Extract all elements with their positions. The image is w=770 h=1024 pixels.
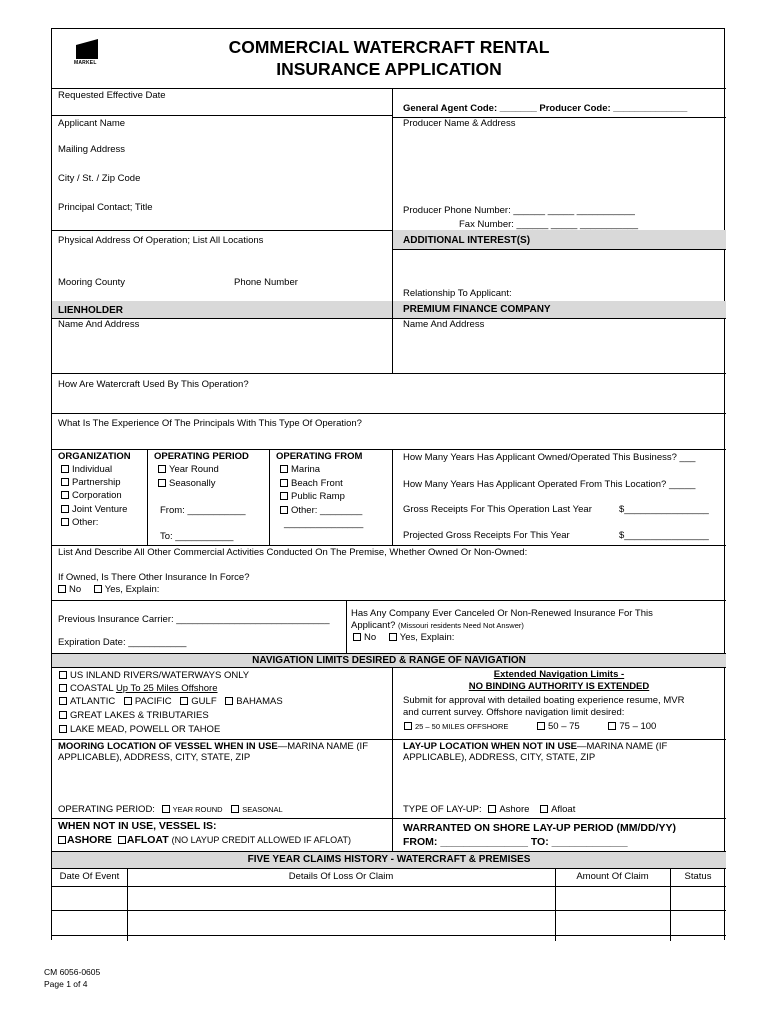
period-year-round-checkbox[interactable] — [158, 465, 166, 473]
nav-lake-mead-option[interactable]: LAKE MEAD, POWELL OR TAHOE — [59, 725, 220, 736]
nav-great-lakes-option[interactable]: GREAT LAKES & TRIBUTARIES — [59, 711, 209, 722]
relationship-label: Relationship To Applicant: — [403, 288, 512, 299]
offshore-50-75-checkbox[interactable] — [537, 722, 545, 730]
nav-oceans-options[interactable]: ATLANTIC PACIFIC GULF BAHAMAS — [59, 697, 283, 708]
period-from-field[interactable]: From: ___________ — [160, 505, 246, 516]
mooring-seasonal-checkbox[interactable] — [231, 805, 239, 813]
nav-inland-option[interactable]: US INLAND RIVERS/WATERWAYS ONLY — [59, 671, 249, 682]
from-public-ramp-checkbox[interactable] — [280, 492, 288, 500]
principal-contact-label: Principal Contact; Title — [58, 202, 153, 213]
nav-lake-mead-checkbox[interactable] — [59, 725, 67, 733]
period-seasonally-checkbox[interactable] — [158, 479, 166, 487]
warranted-layup-dates[interactable]: FROM: _______________ TO: _____________ — [403, 836, 628, 848]
mooring-location-heading: MOORING LOCATION OF VESSEL WHEN IN USE—MARINA NAME (IF APPLICABLE), ADDRESS, CITY, STATE, ZIP — [58, 741, 369, 763]
mooring-county-label: Mooring County — [58, 277, 126, 288]
years-owned-question: How Many Years Has Applicant Owned/Operated This Business? ___ — [403, 452, 696, 463]
additional-interest-heading: ADDITIONAL INTEREST(S) — [403, 235, 531, 246]
operating-from-heading: OPERATING FROM — [276, 451, 363, 462]
period-option-year-round[interactable]: Year Round — [158, 465, 219, 476]
coastal-limit-text: Up To 25 Miles Offshore — [115, 683, 218, 694]
org-partnership-checkbox[interactable] — [61, 478, 69, 486]
form-number: CM 6056-0605 — [44, 967, 101, 977]
watercraft-use-question: How Are Watercraft Used By This Operation? — [58, 379, 249, 390]
period-option-seasonally[interactable]: Seasonally — [158, 479, 215, 490]
from-option-beach-front[interactable]: Beach Front — [280, 479, 343, 490]
page-number: Page 1 of 4 — [44, 979, 88, 989]
canceled-question-line-1: Has Any Company Ever Canceled Or Non-Renewed Insurance For This — [351, 608, 653, 619]
offshore-25-50-checkbox[interactable] — [404, 722, 412, 730]
from-option-public-ramp[interactable]: Public Ramp — [280, 492, 345, 503]
expiration-date-field[interactable]: Expiration Date: ___________ — [58, 637, 187, 648]
effective-date-label: Requested Effective Date — [58, 90, 166, 101]
org-option-individual[interactable]: Individual — [61, 465, 112, 476]
org-other-checkbox[interactable] — [61, 518, 69, 526]
offshore-limit-options[interactable]: 25 – 50 MILES OFFSHORE 50 – 75 75 – 100 — [404, 722, 656, 733]
extended-limits-line-1: Extended Navigation Limits - — [493, 669, 625, 680]
not-in-use-afloat-checkbox[interactable] — [118, 836, 126, 844]
canceled-yes-checkbox[interactable] — [389, 633, 397, 641]
missouri-note: (Missouri residents Need Not Answer) — [398, 621, 524, 630]
layup-type[interactable]: TYPE OF LAY-UP: Ashore Afloat — [403, 804, 576, 815]
claims-col-amount: Amount Of Claim — [576, 871, 649, 882]
nav-coastal-option[interactable]: COASTAL Up To 25 Miles Offshore — [59, 684, 218, 695]
not-in-use-ashore-checkbox[interactable] — [58, 836, 66, 844]
org-individual-checkbox[interactable] — [61, 465, 69, 473]
layup-ashore-checkbox[interactable] — [488, 805, 496, 813]
application-form — [51, 28, 725, 940]
other-insurance-question: If Owned, Is There Other Insurance In Force? — [58, 572, 250, 583]
premium-finance-name-address-label: Name And Address — [403, 319, 485, 330]
previous-carrier-field[interactable]: Previous Insurance Carrier: _____________________________ — [58, 614, 330, 625]
fax-number-label: Fax Number: ______ _____ ___________ — [459, 219, 639, 230]
gross-projected-field[interactable]: $________________ — [619, 530, 709, 541]
form-title — [52, 37, 726, 81]
nav-coastal-checkbox[interactable] — [59, 684, 67, 692]
other-insurance-options[interactable]: No Yes, Explain: — [58, 585, 159, 596]
other-insurance-no-checkbox[interactable] — [58, 585, 66, 593]
claims-col-date: Date Of Event — [59, 871, 120, 882]
title-line-2: INSURANCE APPLICATION — [276, 58, 502, 79]
applicant-name-label: Applicant Name — [58, 118, 126, 129]
organization-heading: ORGANIZATION — [58, 451, 131, 462]
warranted-layup-heading: WARRANTED ON SHORE LAY-UP PERIOD (MM/DD/YY) — [403, 822, 677, 834]
nav-inland-checkbox[interactable] — [59, 671, 67, 679]
nav-atlantic-checkbox[interactable] — [59, 697, 67, 705]
gross-last-year-label: Gross Receipts For This Operation Last Year — [403, 504, 592, 515]
premium-finance-heading: PREMIUM FINANCE COMPANY — [403, 304, 551, 315]
nav-pacific-checkbox[interactable] — [124, 697, 132, 705]
org-joint-venture-checkbox[interactable] — [61, 505, 69, 513]
extended-limits-line-2: NO BINDING AUTHORITY IS EXTENDED — [468, 681, 650, 692]
gross-projected-label: Projected Gross Receipts For This Year — [403, 530, 570, 541]
layup-location-heading: LAY-UP LOCATION WHEN NOT IN USE—MARINA NAME (IF APPLICABLE), ADDRESS, CITY, STATE, ZIP — [403, 741, 668, 763]
other-insurance-yes-checkbox[interactable] — [94, 585, 102, 593]
title-line-1: COMMERCIAL WATERCRAFT RENTAL — [228, 37, 550, 57]
layup-afloat-checkbox[interactable] — [540, 805, 548, 813]
producer-phone-label: Producer Phone Number: ______ _____ ___________ — [403, 205, 635, 216]
org-option-partnership[interactable]: Partnership — [61, 478, 121, 489]
physical-address-label: Physical Address Of Operation; List All Locations — [58, 235, 264, 246]
claims-heading: FIVE YEAR CLAIMS HISTORY - WATERCRAFT & PREMISES — [247, 854, 531, 865]
not-in-use-options[interactable]: ASHORE AFLOAT (NO LAYUP CREDIT ALLOWED IF AFLOAT) — [58, 834, 351, 846]
navigation-heading: NAVIGATION LIMITS DESIRED & RANGE OF NAVIGATION — [252, 655, 526, 666]
from-other-line[interactable]: _______________ — [284, 518, 364, 529]
org-corporation-checkbox[interactable] — [61, 491, 69, 499]
org-option-joint-venture[interactable]: Joint Venture — [61, 505, 127, 516]
from-marina-checkbox[interactable] — [280, 465, 288, 473]
mailing-address-label: Mailing Address — [58, 144, 126, 155]
from-option-marina[interactable]: Marina — [280, 465, 320, 476]
from-option-other[interactable]: Other: ________ — [280, 506, 362, 517]
nav-bahamas-checkbox[interactable] — [225, 697, 233, 705]
operating-period-heading: OPERATING PERIOD — [154, 451, 249, 462]
gross-last-year-field[interactable]: $________________ — [619, 504, 709, 515]
period-to-field[interactable]: To: ___________ — [160, 531, 234, 542]
from-beach-front-checkbox[interactable] — [280, 479, 288, 487]
nav-gulf-checkbox[interactable] — [180, 697, 188, 705]
offshore-75-100-checkbox[interactable] — [608, 722, 616, 730]
canceled-options[interactable]: No Yes, Explain: — [353, 633, 454, 644]
lienholder-heading: LIENHOLDER — [58, 305, 123, 316]
lienholder-name-address-label: Name And Address — [58, 319, 140, 330]
submit-approval-line-1: Submit for approval with detailed boating experience resume, MVR — [403, 695, 685, 706]
submit-approval-line-2: and current survey. Offshore navigation limit desired: — [403, 707, 625, 718]
phone-number-label: Phone Number — [234, 277, 298, 288]
nav-great-lakes-checkbox[interactable] — [59, 711, 67, 719]
mooring-year-round-checkbox[interactable] — [162, 805, 170, 813]
claims-col-details: Details Of Loss Or Claim — [288, 871, 394, 882]
experience-question: What Is The Experience Of The Principals With This Type Of Operation? — [58, 418, 362, 429]
canceled-question-line-2: Applicant? (Missouri residents Need Not Answer) — [351, 620, 524, 631]
mooring-operating-period[interactable]: OPERATING PERIOD: YEAR ROUND SEASONAL — [58, 804, 283, 815]
city-st-zip-label: City / St. / Zip Code — [58, 173, 141, 184]
not-in-use-heading: WHEN NOT IN USE, VESSEL IS: — [58, 820, 217, 832]
org-option-other[interactable]: Other: — [61, 518, 98, 529]
from-other-checkbox[interactable] — [280, 506, 288, 514]
years-location-question: How Many Years Has Applicant Operated From This Location? _____ — [403, 479, 696, 490]
other-activities-question: List And Describe All Other Commercial Activities Conducted On The Premise, Whether Owned Or Non-Owned: — [58, 547, 528, 558]
producer-name-label: Producer Name & Address — [403, 118, 516, 129]
canceled-no-checkbox[interactable] — [353, 633, 361, 641]
org-option-corporation[interactable]: Corporation — [61, 491, 122, 502]
logo-text: MARKEL — [74, 60, 97, 66]
claims-col-status: Status — [684, 871, 712, 882]
agent-code-label: General Agent Code: _______ Producer Code: ______________ — [403, 103, 688, 114]
